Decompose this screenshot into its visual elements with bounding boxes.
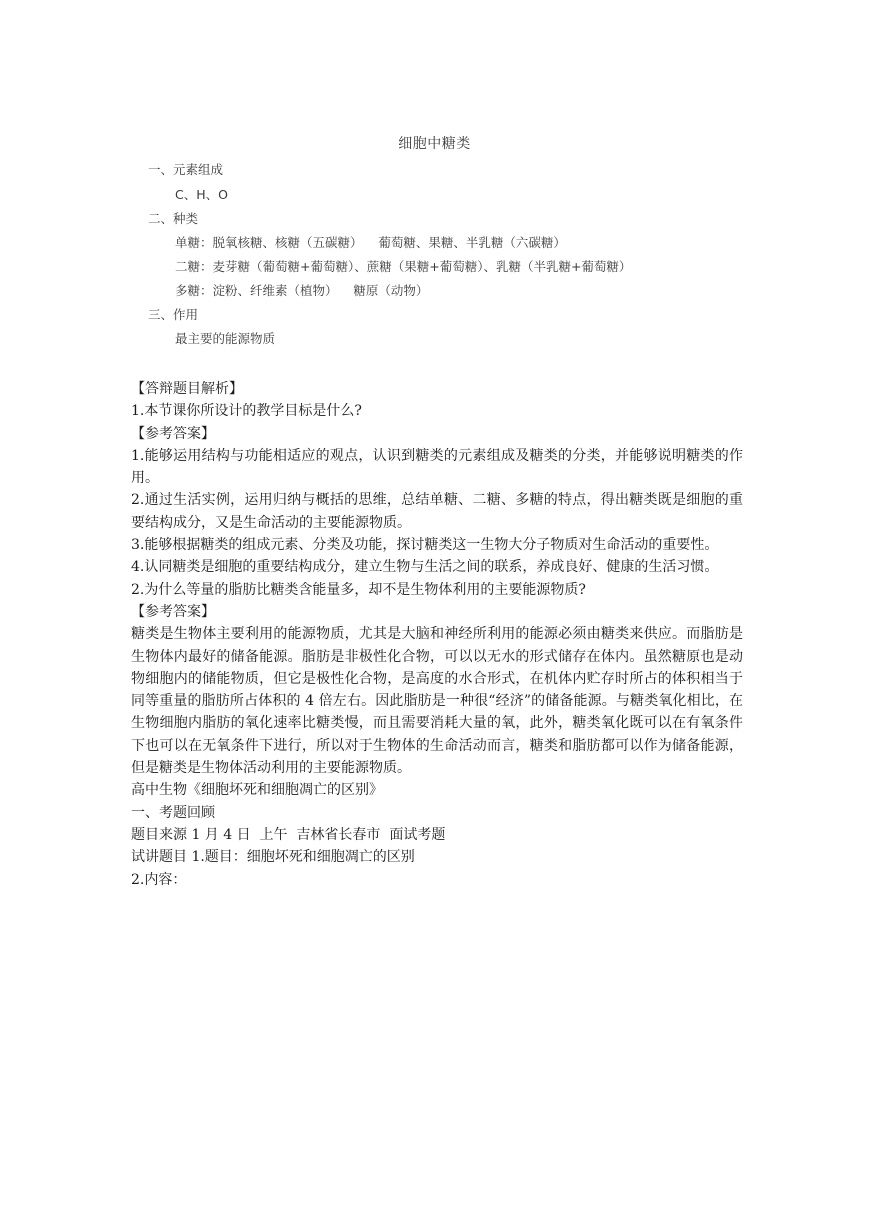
lecture-topic: 试讲题目 1.题目：细胞坏死和细胞凋亡的区别 <box>131 849 415 866</box>
outline-line-energy: 最主要的能源物质 <box>175 331 276 346</box>
answer-1-item-1: 1.能够运用结构与功能相适应的观点，认识到糖类的元素组成及糖类的分类，并能够说明糖类的作用。 <box>131 447 743 487</box>
question-2: 2.为什么等量的脂肪比糖类含能量多，却不是生物体利用的主要能源物质? <box>131 581 586 598</box>
document-body <box>131 378 743 891</box>
outline-line-disaccharide: 二糖：麦芽糖（葡萄糖+葡萄糖）、蔗糖（果糖+葡萄糖）、乳糖（半乳糖+葡萄糖） <box>175 259 632 274</box>
answer-1-item-3: 3.能够根据糖类的组成元素、分类及功能，探讨糖类这一生物大分子物质对生命活动的重要性。 <box>131 537 719 554</box>
answer-1-item-4: 4.认同糖类是细胞的重要结构成分，建立生物与生活之间的联系，养成良好、健康的生活习惯。 <box>131 559 719 576</box>
outline-heading-function: 三、作用 <box>148 307 199 322</box>
analysis-heading: 【答辩题目解析】 <box>131 381 243 397</box>
outline-line-elements: C、H、O <box>175 187 228 202</box>
question-1: 1.本节课你所设计的教学目标是什么? <box>131 403 362 420</box>
reference-answer-heading-2: 【参考答案】 <box>131 603 215 620</box>
answer-1-item-2: 2.通过生活实例，运用归纳与概括的思维，总结单糖、二糖、多糖的特点，得出糖类既是细胞的重要结构成分，又是生命活动的主要能源物质。 <box>131 492 743 531</box>
outline-title: 细胞中糖类 <box>398 136 471 152</box>
outline-line-polysaccharide: 多糖：淀粉、纤维素（植物） 糖原（动物） <box>175 283 429 298</box>
outline-heading-types: 二、种类 <box>148 211 199 226</box>
review-heading: 一、考题回顾 <box>131 804 215 821</box>
contents-label: 2.内容： <box>131 871 187 888</box>
outline-heading-composition: 一、元素组成 <box>148 162 224 177</box>
reference-answer-heading-1: 【参考答案】 <box>131 425 215 442</box>
outline-line-monosaccharide: 单糖：脱氧核糖、核糖（五碳糖） 葡萄糖、果糖、半乳糖（六碳糖） <box>175 235 566 250</box>
next-lesson-title: 高中生物《细胞坏死和细胞凋亡的区别》 <box>131 782 383 799</box>
question-source: 题目来源 1 月 4 日 上午 吉林省长春市 面试考题 <box>131 826 446 843</box>
answer-2: 糖类是生物体主要利用的能源物质，尤其是大脑和神经所利用的能源必须由糖类来供应。而脂肪是生物体内最好的储备能源。脂肪是非极性化合物，可以以无水的形式储存在体内。虽然糖原也是动物细胞内的储能物质，但它是极性化合物，是高度的水合形式，在机体内贮存时所占的体积相当于同等重量的脂肪所占体积的 4 倍左右。因此脂肪是一种很“经济”的储备能源。与糖类氧化相比，在生物细胞内脂肪的氧化速率比糖类慢，而且需要消耗大量的氧，此外，糖类氧化既可以在有氧条件下也可以在无氧条件下进行，所以对于生物体的生命活动而言，糖类和脂肪都可以作为储备能源，但是糖类是生物体活动利用的主要能源物质。 <box>131 626 743 777</box>
